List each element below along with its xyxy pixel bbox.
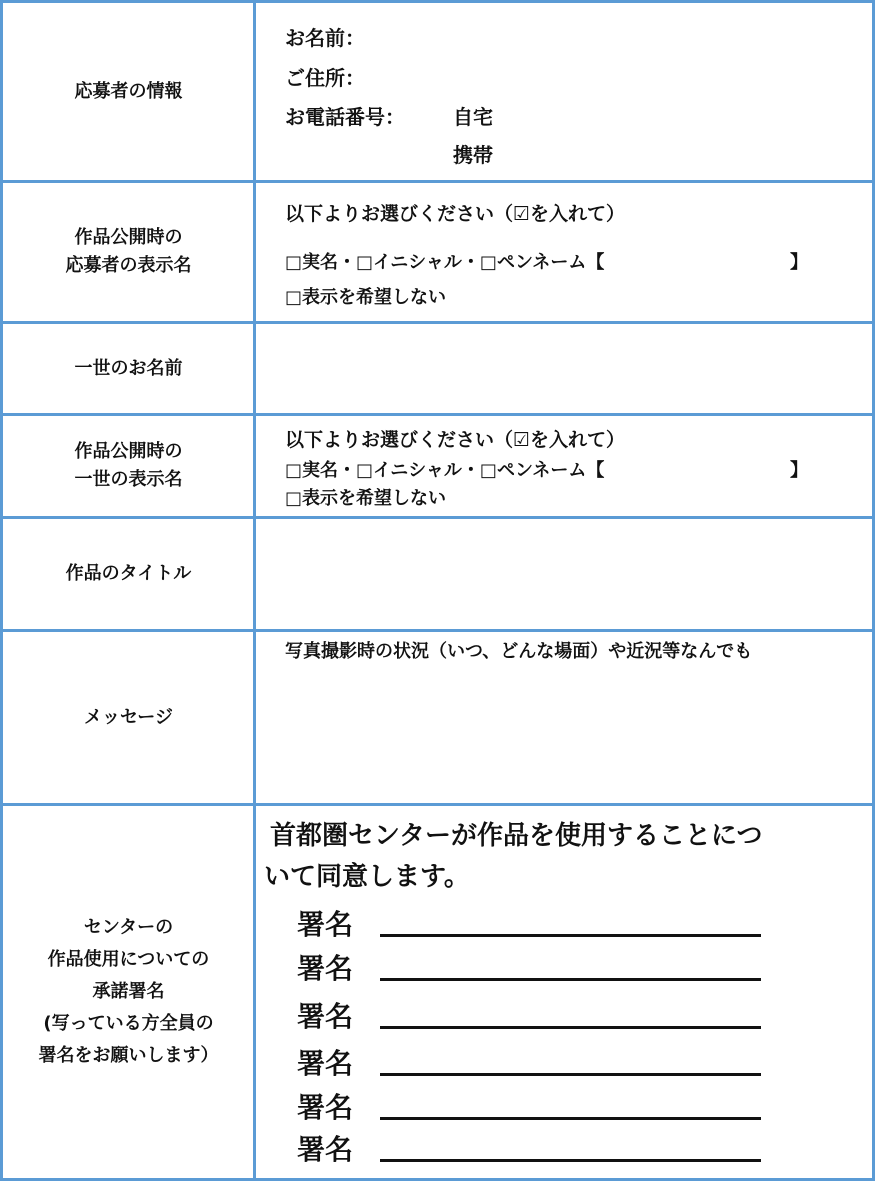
signature-line[interactable] <box>380 1073 761 1076</box>
consent-label-line: 承諾署名 <box>92 981 165 1002</box>
consent-label-line: センターの <box>83 917 174 938</box>
isse-name-label <box>3 324 254 413</box>
applicant-no-display-option[interactable]: □表示を希望しない <box>285 287 447 308</box>
mobile-phone-label: 携帯 <box>453 143 493 167</box>
applicant-display-label <box>3 183 254 321</box>
consent-statement-line2: いて同意します。 <box>264 862 470 892</box>
message-label <box>3 632 254 803</box>
message-label-text: メッセージ <box>84 706 173 728</box>
signature-label: 署名 <box>297 1091 354 1124</box>
signature-line[interactable] <box>380 1117 761 1120</box>
isse-name-field[interactable] <box>256 324 872 413</box>
isse-display-instruction: 以下よりお選びください（☑を入れて） <box>285 429 626 451</box>
signature-label: 署名 <box>297 1133 354 1166</box>
home-phone-label: 自宅 <box>453 105 493 129</box>
applicant-penname-bracket-close: 】 <box>790 252 808 273</box>
signature-line[interactable] <box>380 1159 761 1162</box>
work-title-field[interactable] <box>256 519 872 629</box>
isse-no-display-option[interactable]: □表示を希望しない <box>285 488 447 509</box>
consent-label-line: (写っている方全員の <box>43 1013 214 1034</box>
isse-display-options[interactable]: □実名・□イニシャル・□ペンネーム【 <box>285 460 605 481</box>
work-title-label <box>3 519 254 629</box>
signature-label: 署名 <box>297 908 354 941</box>
message-hint: 写真撮影時の状況（いつ、どんな場面）や近況等なんでも <box>285 641 753 662</box>
address-field-label: ご住所： <box>285 66 365 90</box>
consent-label-line: 署名をお願いします） <box>38 1045 219 1066</box>
signature-label: 署名 <box>297 952 354 985</box>
signature-label: 署名 <box>297 1000 354 1033</box>
applicant-info-label <box>3 3 254 180</box>
phone-field-label: お電話番号： <box>285 105 405 129</box>
signature-line[interactable] <box>380 1026 761 1029</box>
consent-statement-line1: 首都圏センターが作品を使用することにつ <box>270 821 763 851</box>
applicant-display-label-line1: 作品公開時の <box>74 227 183 248</box>
isse-display-label-line1: 作品公開時の <box>74 441 183 462</box>
applicant-info-label-text: 応募者の情報 <box>74 80 183 102</box>
isse-penname-bracket-close: 】 <box>790 460 808 481</box>
isse-display-label <box>3 416 254 516</box>
name-field-label: お名前： <box>285 26 365 50</box>
signature-label: 署名 <box>297 1047 354 1080</box>
consent-label <box>3 806 254 1178</box>
signature-line[interactable] <box>380 978 761 981</box>
consent-label-line: 作品使用についての <box>47 949 210 970</box>
work-title-label-text: 作品のタイトル <box>65 563 192 584</box>
signature-line[interactable] <box>380 934 761 937</box>
message-field[interactable] <box>256 670 872 803</box>
applicant-display-label-line2: 応募者の表示名 <box>65 255 192 276</box>
applicant-display-instruction: 以下よりお選びください（☑を入れて） <box>285 203 626 225</box>
isse-display-label-line2: 一世の表示名 <box>74 469 183 490</box>
isse-name-label-text: 一世のお名前 <box>74 357 183 379</box>
applicant-display-options[interactable]: □実名・□イニシャル・□ペンネーム【 <box>285 252 605 273</box>
